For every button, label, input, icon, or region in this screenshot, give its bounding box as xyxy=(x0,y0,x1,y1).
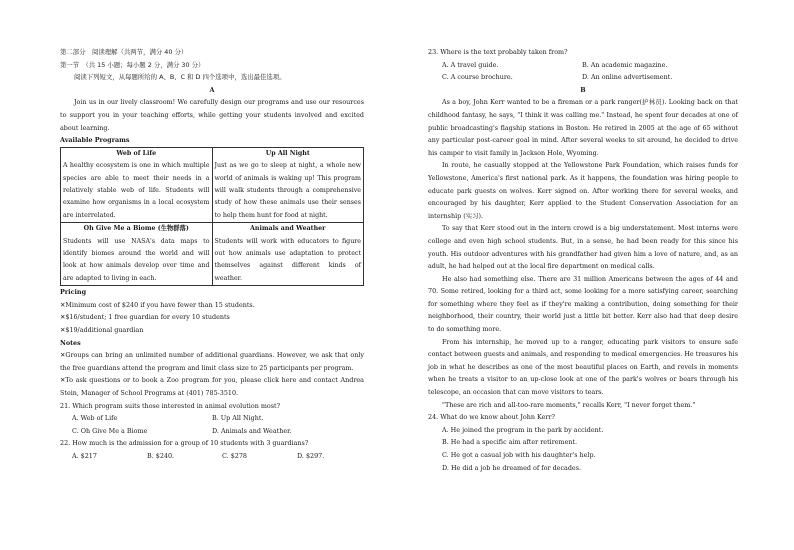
option: B. Up All Night. xyxy=(212,414,264,423)
program-text: Students will use NASA's data maps to identify biomes around the world and will look at how animals develop over time and are adapted to living in each. xyxy=(63,237,210,282)
program-text: A healthy ecosystem is one in which multiple species are able to meet their needs in a relatively stable web of life. Students will examine how organisms in a local ecosystem are interrelated. xyxy=(63,162,210,219)
question-stem: 21. Which program suits those interested in animal evolution most? xyxy=(60,401,281,410)
note-item: ✕Groups can bring an unlimited number of additional guardians. However, we ask that only the free guardians attend the program and limit class size to 25 participants per program. xyxy=(60,351,364,372)
option: B. $240. xyxy=(147,451,175,460)
option: C. A course brochure. xyxy=(442,73,513,82)
option: D. Animals and Weather. xyxy=(212,426,292,435)
program-cell xyxy=(212,223,364,286)
bullet-icon: ✕ xyxy=(60,313,66,322)
pricing-item: ✕$19/additional guardian xyxy=(60,326,144,334)
note-item: ✕To ask questions or to book a Zoo program for you, please click here and contact Andrea Stein, Manager of School Programs at (401) 785-3510. xyxy=(60,376,364,397)
program-text: Just as we go to sleep at night, a whole new world of animals is waking up! This program will walk students through a comprehensive study of how these animals use their senses to help them hunt for food at night. xyxy=(214,162,361,219)
bullet-icon: ✕ xyxy=(60,376,66,385)
bullet-icon: ✕ xyxy=(60,300,66,309)
program-cell xyxy=(61,147,213,222)
passage-b-paragraph: As a boy, John Kerr wanted to be a fireman or a park ranger(护林员). Looking back on that childhood fantasy, he says, "I think it was calling me." Instead, he spent four decades at one of public broadcasting's flagship stations in Boston. He retired in 2005 at the age of 65 without any particular post-career goal in mind. After several weeks to sit around, he decided to drive his camper to visit family in Jackson Hole, Wyoming. xyxy=(428,98,738,157)
program-text: Students will work with educators to figure out how animals use adaptation to protect themselves against different kinds of weather. xyxy=(214,237,361,282)
option: C. Oh Give Me a Biome xyxy=(72,426,148,435)
program-title: Animals and Weather xyxy=(250,225,326,233)
option: D. $297. xyxy=(297,451,325,460)
bullet-icon: ✕ xyxy=(60,351,66,360)
option: A. Web of Life xyxy=(72,414,118,423)
right-column xyxy=(428,46,738,474)
pricing-item: ✕Minimum cost of $240 if you have fewer than 15 students. xyxy=(60,300,255,309)
option: D. He did a job he dreamed of for decades. xyxy=(442,463,582,472)
section-title: 第二部分 阅读理解（共两节，满分 40 分） xyxy=(60,48,188,56)
option: A. $217 xyxy=(72,451,97,460)
notes-heading: Notes xyxy=(60,338,81,347)
option: C. $278 xyxy=(222,451,247,460)
passage-b-paragraph: "These are rich and all-too-rare moments," recalls Kerr, "I never forget them." xyxy=(442,400,696,409)
program-title: Web of Life xyxy=(116,149,157,157)
option: D. An online advertisement. xyxy=(582,73,673,82)
passage-b-paragraph: From his internship, he moved up to a ranger, educating park visitors to ensure safe contact between guests and animals, and responding to medical emergencies. He treasures his job in what he describes as one of the most beautiful places on Earth, and revels in moments when he treats a visitor to an up-close look at one of the park's wolves or bears through his telescope, an occasion that can move visitors to tears. xyxy=(428,337,738,397)
programs-heading: Available Programs xyxy=(60,136,130,145)
question-stem: 22. How much is the admission for a group of 10 students with 3 guardians? xyxy=(60,439,309,448)
option: B. He had a specific aim after retirement. xyxy=(442,438,578,447)
question-stem: 24. What do we know about John Kerr? xyxy=(428,413,555,422)
option: C. He got a casual job with his daughter's help. xyxy=(442,451,596,459)
question-options xyxy=(428,71,738,84)
program-title: Oh Give Me a Biome (生物群落) xyxy=(83,225,189,233)
question-options xyxy=(60,425,364,438)
passage-a-label: A xyxy=(209,85,215,94)
option: B. An academic magazine. xyxy=(582,60,668,69)
instructions: 阅读下列短文，从每题所给的 A、B、C 和 D 四个选项中，选出最佳选项。 xyxy=(74,73,286,82)
passage-b-paragraph: To say that Kerr stood out in the intern crowd is a big understatement. Most interns were college and even high school students. But, in a sense, he had been ready for this since his youth. His outdoor adventures with his grandfather had given him a love of nature, and, as an adult, he had helped out at the local fire department on medical calls. xyxy=(428,224,738,271)
left-column xyxy=(60,46,364,463)
passage-b-paragraph: He also had something else. There are 31 million Americans between the ages of 44 and 70. Some retired, looking for a third act, some looking for a more satisfying career, searching for something where they feel as if they're making a contribution, doing something for their neighborhood, their country, their world just a little bit better. Kerr also had that deep desire to do something more. xyxy=(428,274,738,334)
program-cell xyxy=(61,223,213,286)
question-options xyxy=(428,59,738,72)
pricing-heading: Pricing xyxy=(60,288,87,297)
programs-table xyxy=(60,147,364,286)
passage-a-intro: Join us in our lively classroom! We carefully design our programs and use our resources to support you in your teaching efforts, while getting your students involved and excited about learning. xyxy=(60,98,364,132)
pricing-item: ✕$16/student; 1 free guardian for every 10 students xyxy=(60,313,230,322)
passage-b-paragraph: In route, he casually stopped at the Yellowstone Park Foundation, which raises funds for Yellowstone, America's first national park. As it happens, the foundation was hiring people to educate park guests on wolves. Kerr signed on. After working there for several weeks, and encouraged by his daughter, Kerr applied to the Student Conservation Association for an internship (实习). xyxy=(428,161,738,220)
question-stem: 23. Where is the text probably taken from? xyxy=(428,48,568,56)
option: A. A travel guide. xyxy=(442,60,499,69)
passage-b-label: B xyxy=(580,85,586,94)
subsection-title: 第一节 （共 15 小题；每小题 2 分，满分 30 分） xyxy=(60,60,205,69)
option: A. He joined the program in the park by accident. xyxy=(442,425,604,434)
program-title: Up All Night xyxy=(265,149,310,157)
question-options xyxy=(60,450,364,463)
question-options xyxy=(60,412,364,425)
bullet-icon: ✕ xyxy=(60,326,66,334)
program-cell xyxy=(212,147,364,222)
